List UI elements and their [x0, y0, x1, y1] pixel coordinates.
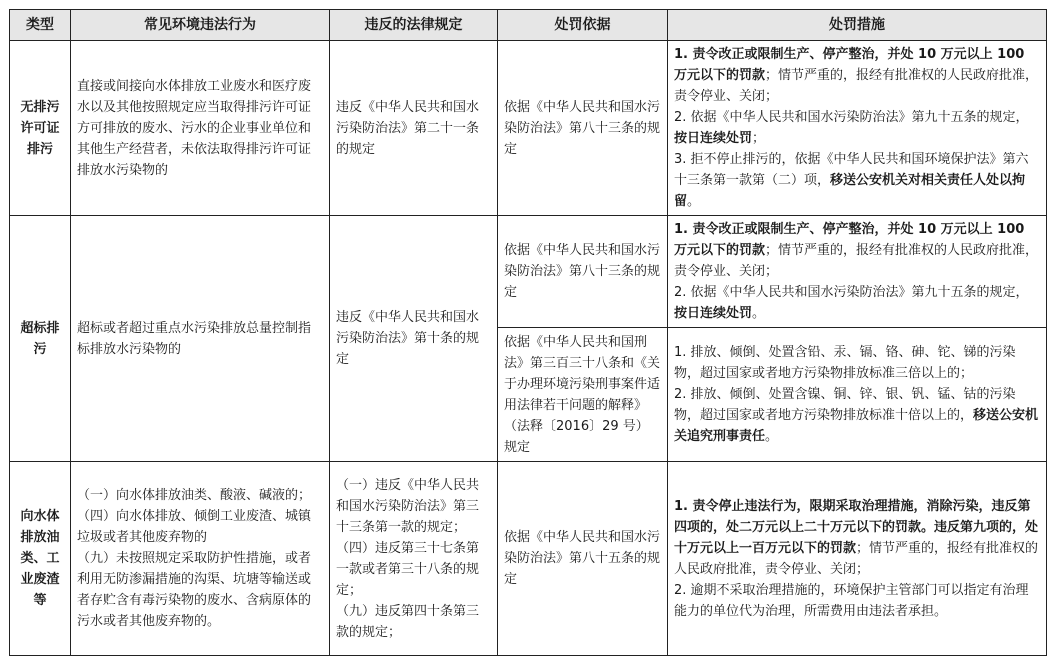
- row1-measures: [668, 41, 1047, 216]
- row2-basis-b: 依据《中华人民共和国刑法》第三百三十八条和《关于办理环境污染刑事案件适用法律若干问题的解释》（法释〔2016〕29 号）规定: [498, 328, 668, 462]
- behavior-item: （一）向水体排放油类、酸液、碱液的；: [77, 488, 312, 503]
- behavior-item: （四）向水体排放、倾倒工业废渣、城镇垃圾或者其他废弃物的: [77, 509, 312, 545]
- measure-item: 1. 责令停止违法行为，限期采取治理措施，消除污染，违反第四项的，处二万元以上二十万元以下的罚款。违反第九项的，处十万元以上一百万元以下的罚款；情节严重的，报经有批准权的人民政府批准，责令停业、关闭；: [674, 498, 1039, 577]
- header-law: 违反的法律规定: [330, 10, 498, 41]
- header-row: [10, 10, 1047, 41]
- row3-behavior: [71, 462, 330, 656]
- row3-law: [330, 462, 498, 656]
- behavior-item: （九）未按照规定采取防护性措施，或者利用无防渗漏措施的沟渠、坑塘等输送或者存贮含有毒污染物的废水、含病原体的污水或者其他废弃物的。: [77, 551, 312, 629]
- row2-behavior: 超标或者超过重点水污染排放总量控制指标排放水污染物的: [71, 216, 330, 462]
- row3-basis: 依据《中华人民共和国水污染防治法》第八十五条的规定: [498, 462, 668, 656]
- measure-item: 1. 责令改正或限制生产、停产整治，并处 10 万元以上 100 万元以下的罚款；情节严重的，报经有批准权的人民政府批准，责令停业、关闭；: [674, 222, 1039, 279]
- law-item: （一）违反《中华人民共和国水污染防治法》第三十三条第一款的规定；: [336, 477, 480, 535]
- law-item: （九）违反第四十条第三款的规定；: [336, 603, 480, 640]
- header-basis: 处罚依据: [498, 10, 668, 41]
- row1-behavior: 直接或间接向水体排放工业废水和医疗废水以及其他按照规定应当取得排污许可证方可排放的废水、污水的企业事业单位和其他生产经营者，未依法取得排污许可证排放水污染物的: [71, 41, 330, 216]
- header-measures: 处罚措施: [668, 10, 1047, 41]
- header-type: 类型: [10, 10, 71, 41]
- measure-item: 3. 拒不停止排污的，依据《中华人民共和国环境保护法》第六十三条第一款第（二）项，移送公安机关对相关责任人处以拘留。: [674, 152, 1029, 209]
- row1-type: 无排污许可证排污: [10, 41, 71, 216]
- row2-measures-b: [668, 328, 1047, 462]
- row2-type: 超标排污: [10, 216, 71, 462]
- row3-measures: [668, 462, 1047, 656]
- law-item: （四）违反第三十七条第一款或者第三十八条的规定；: [336, 540, 480, 598]
- enforcement-table: [9, 9, 1047, 656]
- row3-type: 向水体排放油类、工业废渣等: [10, 462, 71, 656]
- header-behavior: 常见环境违法行为: [71, 10, 330, 41]
- measure-item: 2. 逾期不采取治理措施的，环境保护主管部门可以指定有治理能力的单位代为治理，所需费用由违法者承担。: [674, 582, 1029, 619]
- measure-item: 2. 排放、倾倒、处置含镍、铜、锌、银、钒、锰、钴的污染物，超过国家或者地方污染物排放标准十倍以上的，移送公安机关追究刑事责任。: [674, 387, 1039, 444]
- row1-basis: 依据《中华人民共和国水污染防治法》第八十三条的规定: [498, 41, 668, 216]
- row1-law: 违反《中华人民共和国水污染防治法》第二十一条的规定: [330, 41, 498, 216]
- row2-measures-a: [668, 216, 1047, 328]
- measure-item: 2. 依据《中华人民共和国水污染防治法》第九十五条的规定，按日连续处罚；: [674, 110, 1029, 146]
- table-row: [10, 462, 1047, 656]
- row2-basis-a: 依据《中华人民共和国水污染防治法》第八十三条的规定: [498, 216, 668, 328]
- measure-item: 1. 责令改正或限制生产、停产整治，并处 10 万元以上 100 万元以下的罚款；情节严重的，报经有批准权的人民政府批准，责令停业、关闭；: [674, 47, 1039, 104]
- measure-item: 2. 依据《中华人民共和国水污染防治法》第九十五条的规定，按日连续处罚。: [674, 285, 1029, 321]
- measure-item: 1. 排放、倾倒、处置含铅、汞、镉、铬、砷、铊、锑的污染物，超过国家或者地方污染物排放标准三倍以上的；: [674, 345, 1016, 381]
- table-row: [10, 41, 1047, 216]
- table-row: [10, 216, 1047, 328]
- row2-law: 违反《中华人民共和国水污染防治法》第十条的规定: [330, 216, 498, 462]
